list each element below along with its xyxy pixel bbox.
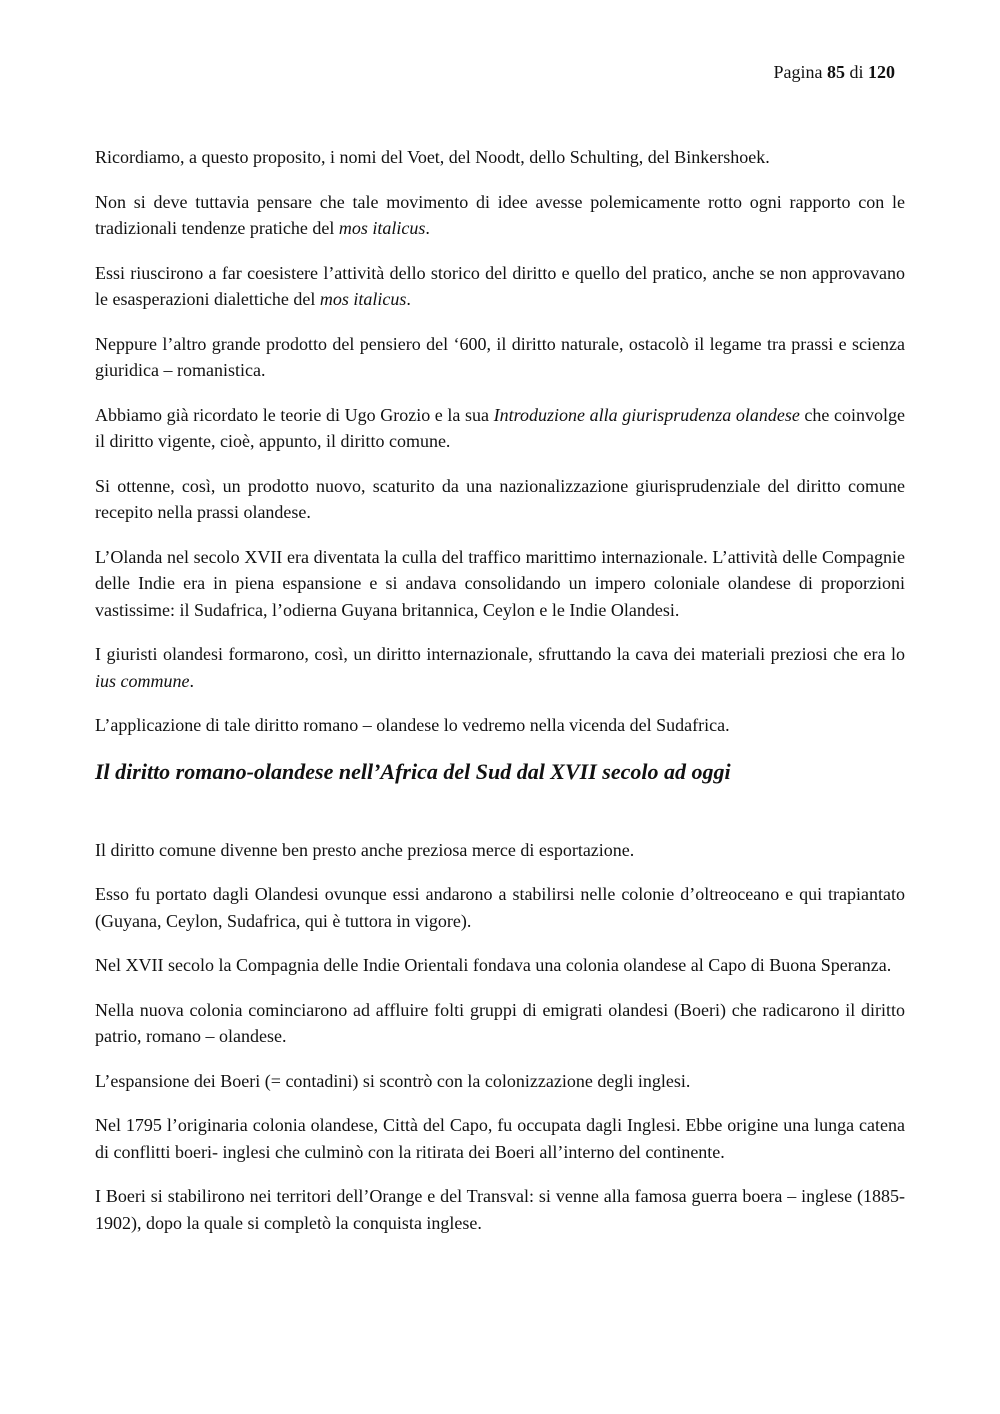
paragraph: Esso fu portato dagli Olandesi ovunque essi andarono a stabilirsi nelle colonie d’oltreoceano e qui trapiantato (Guyana, Ceylon, Sudafrica, qui è tuttora in vigore). [95, 884, 905, 931]
paragraph-italic: mos italicus [319, 289, 407, 309]
paragraph: L’Olanda nel secolo XVII era diventata la culla del traffico marittimo internazionale. L’attività delle Compagnie delle Indie era in piena espansione e si andava consolidando un impero coloniale olandese di proporzioni vastissime: il Sudafrica, l’odierna Guyana britannica, Ceylon e le Indie Olandesi. [95, 546, 905, 620]
paragraph-text: . [425, 218, 430, 238]
paragraph: I Boeri si stabilirono nei territori dell’Orange e del Transval: si venne alla famosa guerra boera – inglese (1885-1902), dopo la quale si completò la conquista inglese. [95, 1186, 905, 1233]
page-total: 120 [868, 62, 895, 82]
paragraph-text: Abbiamo già ricordato le teorie di Ugo Grozio e la sua [95, 404, 494, 425]
document-body [95, 144, 905, 1254]
paragraph-italic: Introduzione alla giurisprudenza olandese [493, 404, 800, 425]
paragraph-text: I giuristi olandesi formarono, così, un diritto internazionale, sfruttando la cava dei materiali preziosi che era lo [95, 644, 905, 664]
paragraph: Neppure l’altro grande prodotto del pensiero del ‘600, il diritto naturale, ostacolò il legame tra prassi e scienza giuridica – romanistica. [95, 333, 905, 380]
paragraph-italic: ius commune [95, 670, 190, 691]
page-separator: di [849, 62, 864, 82]
paragraph: L’applicazione di tale diritto romano – olandese lo vedremo nella vicenda del Sudafrica. [95, 715, 730, 735]
paragraph [95, 189, 905, 242]
page-number [773, 60, 895, 84]
paragraph-italic: mos italicus [338, 218, 426, 238]
paragraph: Nel XVII secolo la Compagnia delle Indie Orientali fondava una colonia olandese al Capo di Buona Speranza. [95, 955, 892, 975]
paragraph: Ricordiamo, a questo proposito, i nomi del Voet, del Noodt, dello Schulting, del Binkershoek. [95, 147, 770, 167]
paragraph: Si ottenne, così, un prodotto nuovo, scaturito da una nazionalizzazione giurisprudenziale del diritto comune recepito nella prassi olandese. [95, 475, 905, 522]
paragraph [95, 260, 905, 313]
paragraph: Nella nuova colonia cominciarono ad affluire folti gruppi di emigrati olandesi (Boeri) che radicarono il diritto patrio, romano – olandese. [95, 999, 905, 1046]
paragraph: L’espansione dei Boeri (= contadini) si scontrò con la colonizzazione degli inglesi. [95, 1070, 691, 1091]
paragraph: Nel 1795 l’originaria colonia olandese, Città del Capo, fu occupata dagli Inglesi. Ebbe origine una lunga catena di conflitti boeri- inglesi che culminò con la ritirata dei Boeri all’interno del continente. [95, 1115, 905, 1162]
paragraph-text: . [406, 289, 411, 309]
paragraph-text: Essi riuscirono a far coesistere l’attività dello storico del diritto e quello del pratico, anche se non approvavano le esasperazioni dialettiche del [95, 262, 905, 309]
section-heading: Il diritto romano-olandese nell’Africa del Sud dal XVII secolo ad oggi [95, 758, 731, 784]
page-prefix: Pagina [773, 62, 823, 82]
paragraph [95, 641, 905, 694]
paragraph-text: che coinvolge il diritto vigente, cioè, appunto, il diritto comune. [95, 404, 905, 451]
page-current: 85 [826, 62, 845, 82]
paragraph [95, 402, 905, 455]
paragraph-text: Non si deve tuttavia pensare che tale movimento di idee avesse polemicamente rotto ogni rapporto con le tradizionali tendenze pratiche del [95, 191, 905, 238]
paragraph: Il diritto comune divenne ben presto anche preziosa merce di esportazione. [95, 839, 635, 860]
paragraph-text: . [189, 670, 194, 691]
